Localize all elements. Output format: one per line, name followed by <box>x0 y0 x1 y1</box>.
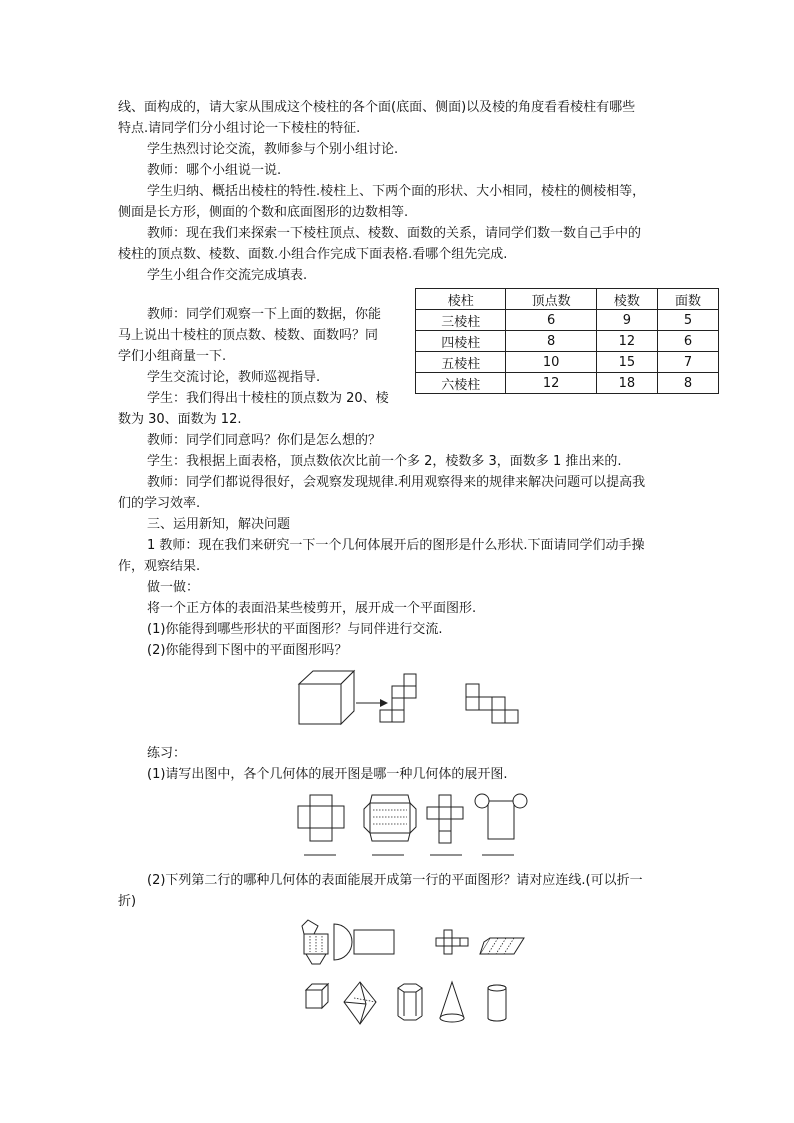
text-line: 教师：同学们观察一下上面的数据，你能 <box>147 307 382 322</box>
text-line: 折) <box>118 894 137 909</box>
text-line: 学生交流讨论，教师巡视指导. <box>147 370 321 385</box>
cube-net-figure <box>298 670 528 730</box>
table-cell: 8 <box>506 331 596 352</box>
net-rectangular-prism <box>364 795 416 841</box>
table-cell: 6 <box>506 310 596 331</box>
text-line: 学们小组商量一下. <box>118 349 227 364</box>
cube-net-b <box>466 684 518 723</box>
table-header-row <box>416 289 719 310</box>
text-line: 作，观察结果. <box>118 559 201 574</box>
table-cell: 18 <box>596 373 657 394</box>
net-triangular-strip <box>480 938 524 954</box>
net-cone <box>334 924 394 960</box>
text-line: 教师：现在我们来探索一下棱柱顶点、棱数、面数的关系，请同学们数一数自己手中的 <box>147 226 642 241</box>
table-cell: 12 <box>506 373 596 394</box>
text-line: (2)你能得到下图中的平面图形吗？ <box>147 643 348 658</box>
text-line: 特点.请同学们分小组讨论一下棱柱的特征. <box>118 121 361 136</box>
text-line: 学生热烈讨论交流，教师参与个别小组讨论. <box>147 142 399 157</box>
text-line: 教师：哪个小组说一说. <box>147 163 282 178</box>
net-prism <box>298 795 344 841</box>
text-line: 学生：我根据上面表格，顶点数依次比前一个多 2，棱数多 3，面数多 1 推出来的. <box>147 454 622 469</box>
table-cell: 6 <box>657 331 718 352</box>
cube-net-a <box>380 674 416 722</box>
arrow-icon <box>356 699 388 707</box>
net-cube-small <box>436 930 468 954</box>
solid-cube <box>306 984 328 1008</box>
text-line: (1)你能得到哪些形状的平面图形？与同伴进行交流. <box>147 622 443 637</box>
text-line: 学生小组合作交流完成填表. <box>147 268 308 283</box>
text-line: 马上说出十棱柱的顶点数、棱数、面数吗？同 <box>118 328 379 343</box>
table-cell: 15 <box>596 352 657 373</box>
table-cell: 六棱柱 <box>416 373 506 394</box>
table-row <box>416 310 719 331</box>
text-line: 们的学习效率. <box>118 496 201 511</box>
text-line: 数为 30、面数为 12. <box>118 412 242 427</box>
table-cell: 三棱柱 <box>416 310 506 331</box>
text-line: 将一个正方体的表面沿某些棱剪开，展开成一个平面图形. <box>147 601 477 616</box>
table-header: 棱数 <box>596 289 657 310</box>
text-line: (1)请写出图中，各个几何体的展开图是哪一种几何体的展开图. <box>147 767 508 782</box>
table-row <box>416 331 719 352</box>
net-pentagonal-prism <box>302 920 328 964</box>
prism-table <box>415 288 719 394</box>
nets-exercise-figure <box>296 793 528 859</box>
table-cell: 12 <box>596 331 657 352</box>
text-line: (2)下列第二行的哪种几何体的表面能展开成第一行的平面图形？请对应连线.(可以折一 <box>147 873 643 888</box>
table-cell: 5 <box>657 310 718 331</box>
cube-drawing <box>299 671 354 724</box>
solid-octahedron <box>344 982 376 1024</box>
text-line: 教师：同学们同意吗？你们是怎么想的？ <box>147 433 382 448</box>
text-line: 学生归纳、概括出棱柱的特性.棱柱上、下两个面的形状、大小相同，棱柱的侧棱相等， <box>147 184 646 199</box>
text-line: 侧面是长方形，侧面的个数和底面图形的边数相等. <box>118 205 409 220</box>
text-line: 学生：我们得出十棱柱的顶点数为 20、棱 <box>147 391 389 406</box>
solid-cone <box>440 982 464 1022</box>
matching-nets-row <box>298 918 528 968</box>
net-cylinder <box>475 794 527 839</box>
net-cube-cross <box>427 795 463 843</box>
table-cell: 9 <box>596 310 657 331</box>
text-line: 1 教师：现在我们来研究一下一个几何体展开后的图形是什么形状.下面请同学们动手操 <box>147 538 645 553</box>
matching-solids-row <box>300 980 526 1030</box>
text-line: 练习： <box>147 746 187 761</box>
text-line: 教师：同学们都说得很好，会观察发现规律.利用观察得来的规律来解决问题可以提高我 <box>147 475 646 490</box>
table-cell: 10 <box>506 352 596 373</box>
text-line: 做一做： <box>147 580 200 595</box>
text-line: 线、面构成的，请大家从围成这个棱柱的各个面(底面、侧面)以及棱的角度看看棱柱有哪些 <box>118 100 636 115</box>
section-heading: 三、运用新知，解决问题 <box>147 517 291 532</box>
solid-hexagonal-prism <box>398 984 422 1020</box>
table-cell: 五棱柱 <box>416 352 506 373</box>
table-cell: 7 <box>657 352 718 373</box>
solid-cylinder <box>488 985 506 1021</box>
table-cell: 8 <box>657 373 718 394</box>
table-header: 棱柱 <box>416 289 506 310</box>
table-row <box>416 373 719 394</box>
text-line: 棱柱的顶点数、棱数、面数.小组合作完成下面表格.看哪个组先完成. <box>118 247 508 262</box>
table-cell: 四棱柱 <box>416 331 506 352</box>
table-header: 顶点数 <box>506 289 596 310</box>
table-header: 面数 <box>657 289 718 310</box>
table-row <box>416 352 719 373</box>
